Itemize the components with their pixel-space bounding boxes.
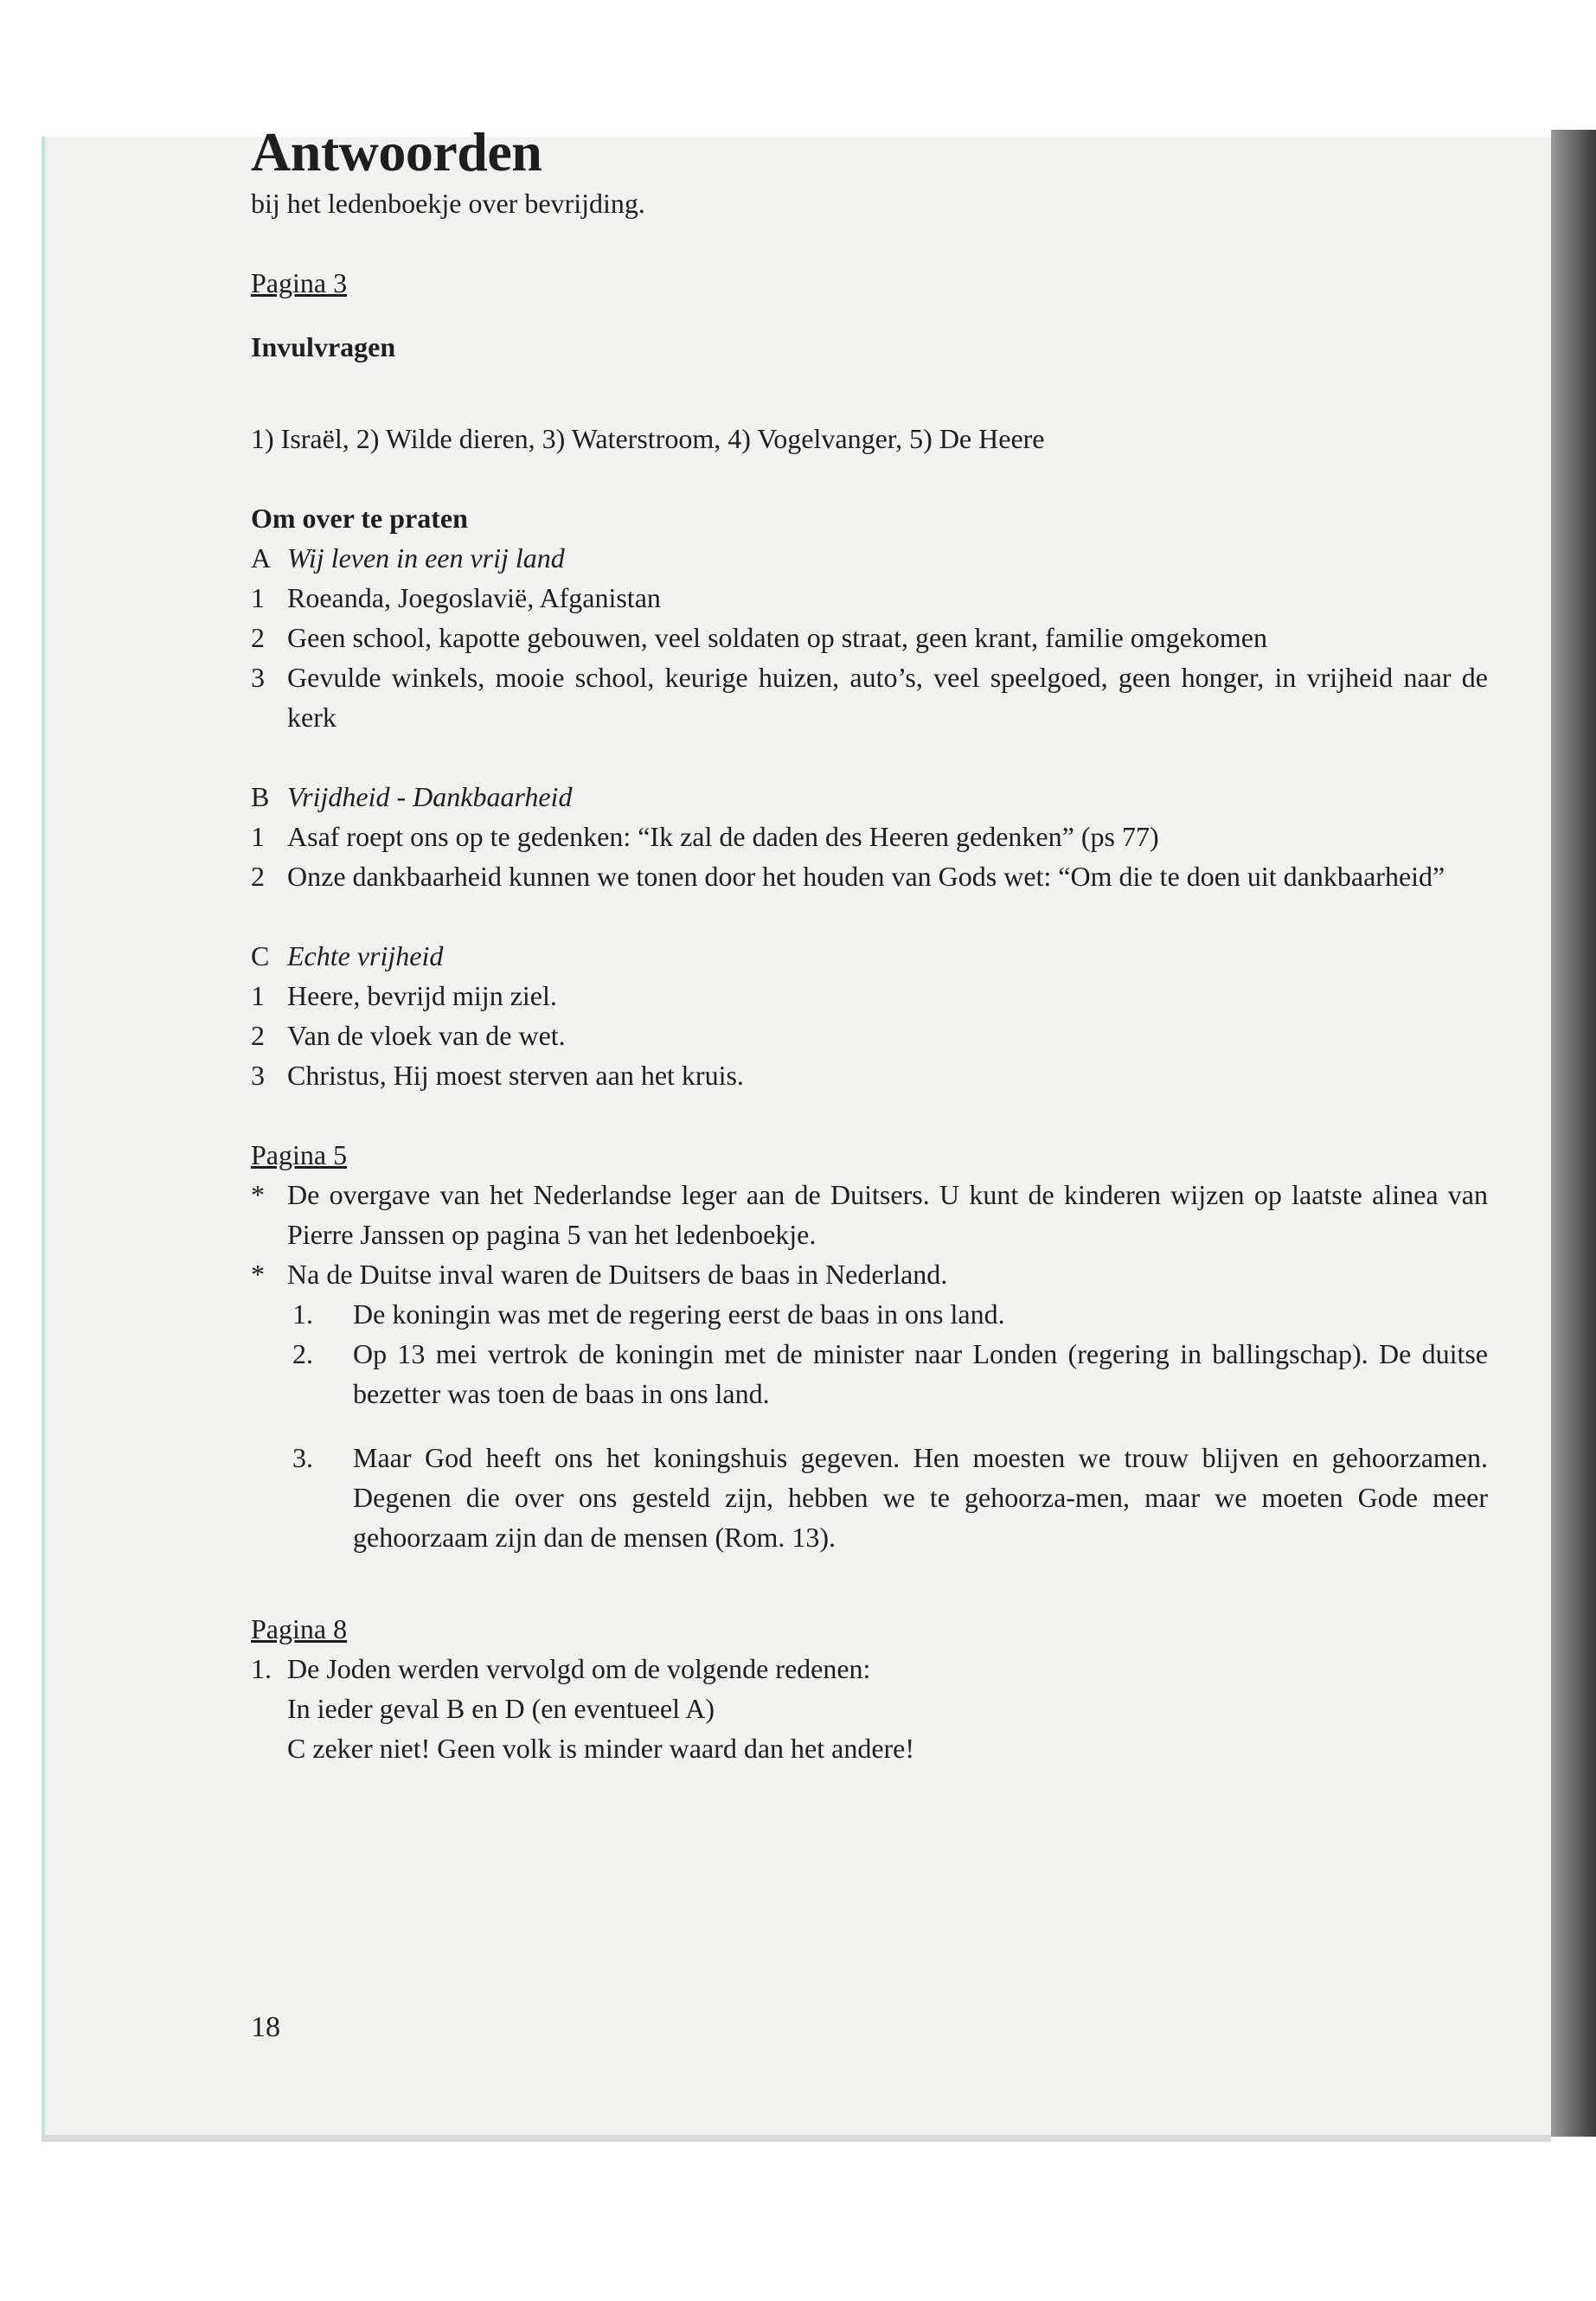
section-letter: C	[251, 940, 270, 971]
item-continuation	[251, 1689, 1488, 1728]
item-text: In ieder geval B en D (en eventueel A)	[287, 1693, 715, 1724]
item-number: 1.	[251, 1653, 272, 1684]
page-number: 18	[251, 2011, 280, 2043]
page-8-label: Pagina 8	[251, 1613, 348, 1644]
bullet-item	[251, 1254, 1488, 1294]
item-text: De koningin was met de regering eerst de baas in ons land.	[353, 1298, 1005, 1330]
section-a-header	[251, 538, 1488, 578]
list-item	[251, 618, 1488, 657]
bullet-marker: *	[251, 1259, 265, 1290]
section-title: Wij leven in een vrij land	[287, 542, 565, 574]
item-text: Op 13 mei vertrok de koningin met de minister naar Londen (regering in ballingschap). De duitse bezetter was toen de baas in ons land.	[353, 1338, 1488, 1409]
item-text: Christus, Hij moest sterven aan het kruis.	[287, 1060, 744, 1091]
item-number: 2	[251, 1020, 265, 1051]
item-text: Geen school, kapotte gebouwen, veel soldaten op straat, geen krant, familie omgekomen	[287, 622, 1267, 653]
numbered-item	[251, 1438, 1488, 1557]
numbered-item	[251, 1649, 1488, 1689]
item-text: Van de vloek van de wet.	[287, 1020, 566, 1051]
page-content	[251, 121, 1488, 1768]
item-text: De Joden werden vervolgd om de volgende redenen:	[287, 1653, 871, 1684]
praten-heading: Om over te praten	[251, 503, 468, 534]
numbered-item	[251, 1294, 1488, 1334]
list-item	[251, 1016, 1488, 1055]
item-number: 3.	[292, 1442, 313, 1473]
item-number: 3	[251, 662, 265, 693]
facing-page-edge	[1551, 130, 1596, 2137]
section-title: Vrijdheid - Dankbaarheid	[287, 781, 573, 812]
item-text: Onze dankbaarheid kunnen we tonen door het houden van Gods wet: “Om die te doen uit dankbaarheid”	[287, 861, 1445, 892]
page-3-label: Pagina 3	[251, 267, 348, 298]
item-text: C zeker niet! Geen volk is minder waard dan het andere!	[287, 1733, 915, 1764]
section-title: Echte vrijheid	[287, 940, 444, 971]
list-item	[251, 817, 1488, 856]
item-text: Gevulde winkels, mooie school, keurige huizen, auto’s, veel speelgoed, geen honger, in vrijheid naar de kerk	[287, 662, 1488, 733]
page-title: Antwoorden	[251, 121, 542, 183]
list-item	[251, 657, 1488, 737]
list-item	[251, 976, 1488, 1016]
item-number: 2	[251, 622, 265, 653]
item-number: 1.	[292, 1298, 313, 1330]
list-item	[251, 856, 1488, 896]
item-number: 1	[251, 582, 265, 613]
list-item	[251, 1055, 1488, 1095]
numbered-item	[251, 1334, 1488, 1413]
item-text: Maar God heeft ons het koningshuis gegeven. Hen moesten we trouw blijven en gehoorzamen. Degenen die over ons gesteld zijn, hebben we te gehoorza-men, maar we moeten Gode meer gehoorzaam zijn dan de mensen (Rom. 13).	[353, 1442, 1488, 1553]
item-text: Roeanda, Joegoslavië, Afganistan	[287, 582, 661, 613]
item-number: 2	[251, 861, 265, 892]
bullet-text: Na de Duitse inval waren de Duitsers de baas in Nederland.	[287, 1259, 948, 1290]
bullet-text: De overgave van het Nederlandse leger aan de Duitsers. U kunt de kinderen wijzen op laatste alinea van Pierre Janssen op pagina 5 van het ledenboekje.	[287, 1179, 1488, 1250]
invulvragen-heading: Invulvragen	[251, 331, 396, 362]
item-text: Heere, bevrijd mijn ziel.	[287, 980, 557, 1011]
item-continuation	[251, 1728, 1488, 1768]
section-b-header	[251, 777, 1488, 817]
page-bottom-edge	[42, 2135, 1551, 2142]
item-number: 1	[251, 980, 265, 1011]
item-number: 1	[251, 821, 265, 852]
list-item	[251, 578, 1488, 618]
section-letter: B	[251, 781, 270, 812]
section-c-header	[251, 936, 1488, 976]
item-text: Asaf roept ons op te gedenken: “Ik zal de daden des Heeren gedenken” (ps 77)	[287, 821, 1159, 852]
bullet-item	[251, 1175, 1488, 1254]
bullet-marker: *	[251, 1179, 265, 1210]
item-number: 3	[251, 1060, 265, 1091]
section-letter: A	[251, 542, 272, 574]
page-subtitle: bij het ledenboekje over bevrijding.	[251, 188, 645, 219]
page-5-label: Pagina 5	[251, 1139, 348, 1170]
invulvragen-answers: 1) Israël, 2) Wilde dieren, 3) Waterstroom, 4) Vogelvanger, 5) De Heere	[251, 423, 1045, 454]
item-number: 2.	[292, 1338, 313, 1369]
